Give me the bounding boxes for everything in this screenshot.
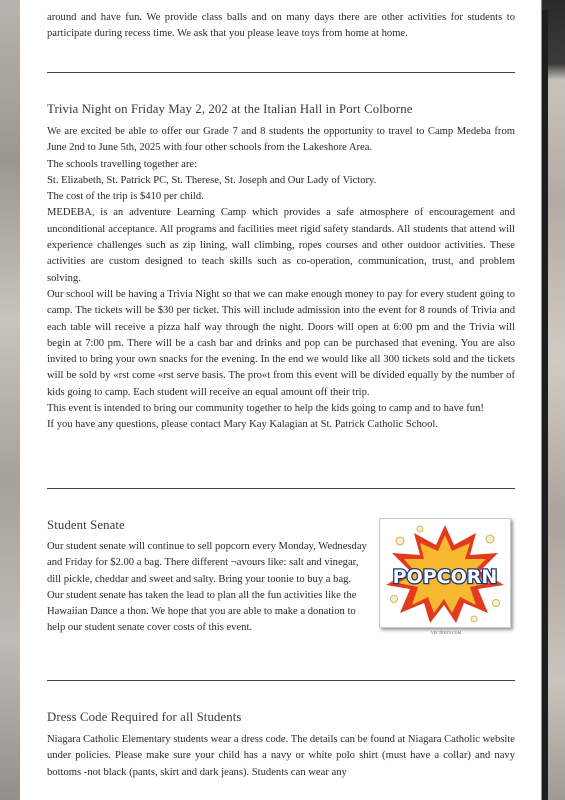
trivia-paragraph: This event is intended to bring our community together to help the kids going to camp and to have fun! [47, 403, 484, 415]
trivia-paragraph: The cost of the trip is $410 per child. [47, 191, 204, 203]
senate-paragraph: Our student senate has taken the lead to plan all the fun activities like the Hawaiian Dance a thon. We hope that you are able to make a donation to help our student senate cover costs of this event. [47, 589, 357, 634]
intro-paragraph: around and have fun. We provide class balls and on many days there are other activities for students to participate during recess time. We ask that you please leave toys from home at home. [47, 12, 515, 40]
dress-code-heading: Dress Code Required for all Students [47, 710, 242, 724]
senate-heading: Student Senate [47, 518, 125, 532]
popcorn-word: POPCORN [392, 566, 498, 588]
section-divider [47, 680, 515, 681]
dress-code-section [47, 710, 515, 781]
trivia-paragraph: The schools travelling together are: [47, 158, 198, 170]
section-divider [47, 72, 515, 73]
dress-code-paragraph: Niagara Catholic Elementary students wear a dress code. The details can be found at Niagara Catholic website under policies. Please make sure your child has a navy or white polo shirt (must have a collar) and navy bottoms -not black (pants, skirt and dark jeans). Students can wear any [47, 734, 515, 778]
newsletter-page [20, 0, 541, 800]
trivia-paragraph: If you have any questions, please contact Mary Kay Kalagian at St. Patrick Catholic School. [47, 419, 438, 431]
popcorn-illustration [380, 519, 510, 627]
intro-section [47, 10, 515, 43]
background-right [542, 0, 565, 800]
background-left [0, 0, 20, 800]
trivia-paragraph: Our school will be having a Trivia Night so that we can make enough money to pay for every student going to camp. The tickets will be $30 per ticket. This will include admission into the event for 8 rounds of Trivia and each table will receive a pizza half way through the night. Doors will open at 6:00 pm and the Trivia will begin at 7:00 pm. There will be a cash bar and drinks and pop can be purchased that evening. You are also invited to bring your own snacks for the evening. In the end we would like all 300 tickets sold and the tickets will be sold by «rst come «rst serve basis. The pro«t from this event will be divided equally by the number of kids going to camp. Each student will receive an equal amount off their trip. [47, 288, 515, 398]
image-credit: VECTEEZY.COM [430, 630, 462, 635]
student-senate-section [47, 518, 515, 637]
trivia-paragraph: St. Elizabeth, St. Patrick PC, St. Therese, St. Joseph and Our Lady of Victory. [47, 174, 377, 186]
section-divider [47, 488, 515, 489]
senate-paragraph: Our student senate will continue to sell popcorn every Monday, Wednesday and Friday for $2.00 a bag. There different ¬avours like: salt and vinegar, dill pickle, cheddar and sweet and salty. Bring your toonie to buy a bag. [47, 541, 367, 585]
trivia-paragraph: MEDEBA, is an adventure Learning Camp which provides a safe atmosphere of encouragement and unconditional acceptance. All programs and facilities meet rigid safety standards. All students that attend will experience challenges such as zip lining, wall climbing, ropes courses and other outdoor activities. These activities are custom designed to teach skills such as co-operation, communication, trust, and problem solving. [47, 207, 515, 284]
trivia-heading: Trivia Night on Friday May 2, 202 at the Italian Hall in Port Colborne [47, 102, 413, 116]
trivia-section [47, 102, 515, 434]
trivia-paragraph: We are excited be able to offer our Grade 7 and 8 students the opportunity to travel to Camp Medeba from June 2nd to June 5th, 2025 with four other schools from the Lakeshore Area. [47, 126, 515, 154]
popcorn-image [379, 518, 513, 637]
